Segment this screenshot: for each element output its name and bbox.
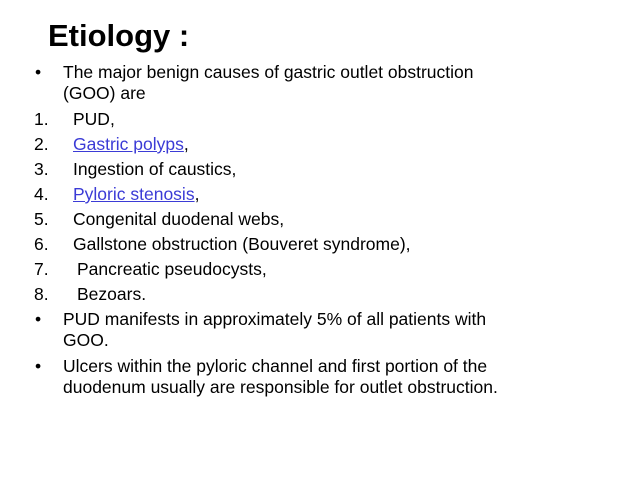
bullet-ulcers [34, 356, 624, 377]
list-item-text: Pancreatic pseudocysts, [77, 259, 267, 279]
list-item-6 [34, 234, 624, 255]
bullet-intro-line1: The major benign causes of gastric outlet obstruction [63, 62, 474, 82]
list-item-1 [34, 109, 624, 130]
list-number: 8. [34, 284, 49, 304]
slide-content [34, 62, 624, 398]
list-item-suffix: , [183, 134, 189, 154]
list-item-text: Congenital duodenal webs, [73, 209, 285, 229]
list-item-2 [34, 134, 624, 155]
list-item-text: Ingestion of caustics, [73, 159, 237, 179]
bullet-ulcers-line2: duodenum usually are responsible for outlet obstruction. [63, 377, 498, 397]
bullet-pud [34, 309, 624, 330]
bullet-icon: • [35, 309, 42, 329]
gastric-polyps-link[interactable]: Gastric polyps [73, 134, 184, 154]
bullet-intro-line2: (GOO) are [63, 83, 146, 103]
list-number: 4. [34, 184, 49, 204]
list-number: 7. [34, 259, 49, 279]
list-item-suffix: , [194, 184, 200, 204]
list-item-7 [34, 259, 624, 280]
bullet-ulcers-line1: Ulcers within the pyloric channel and first portion of the [63, 356, 488, 376]
bullet-pud-line1: PUD manifests in approximately 5% of all patients with [63, 309, 487, 329]
bullet-intro [34, 62, 624, 83]
slide-title: Etiology : [48, 18, 190, 53]
list-item-text: Gallstone obstruction (Bouveret syndrome), [73, 234, 411, 254]
list-number: 1. [34, 109, 49, 129]
list-item-text: PUD, [73, 109, 115, 129]
list-number: 2. [34, 134, 49, 154]
list-number: 6. [34, 234, 49, 254]
bullet-icon: • [35, 62, 42, 82]
bullet-icon: • [35, 356, 42, 376]
list-number: 3. [34, 159, 49, 179]
list-item-text: Bezoars. [77, 284, 147, 304]
list-item-5 [34, 209, 624, 230]
causes-list [34, 109, 624, 305]
bullet-pud-line2: GOO. [63, 330, 109, 350]
pyloric-stenosis-link[interactable]: Pyloric stenosis [73, 184, 195, 204]
list-item-8 [34, 284, 624, 305]
list-item-3 [34, 159, 624, 180]
list-item-4 [34, 184, 624, 205]
list-number: 5. [34, 209, 49, 229]
